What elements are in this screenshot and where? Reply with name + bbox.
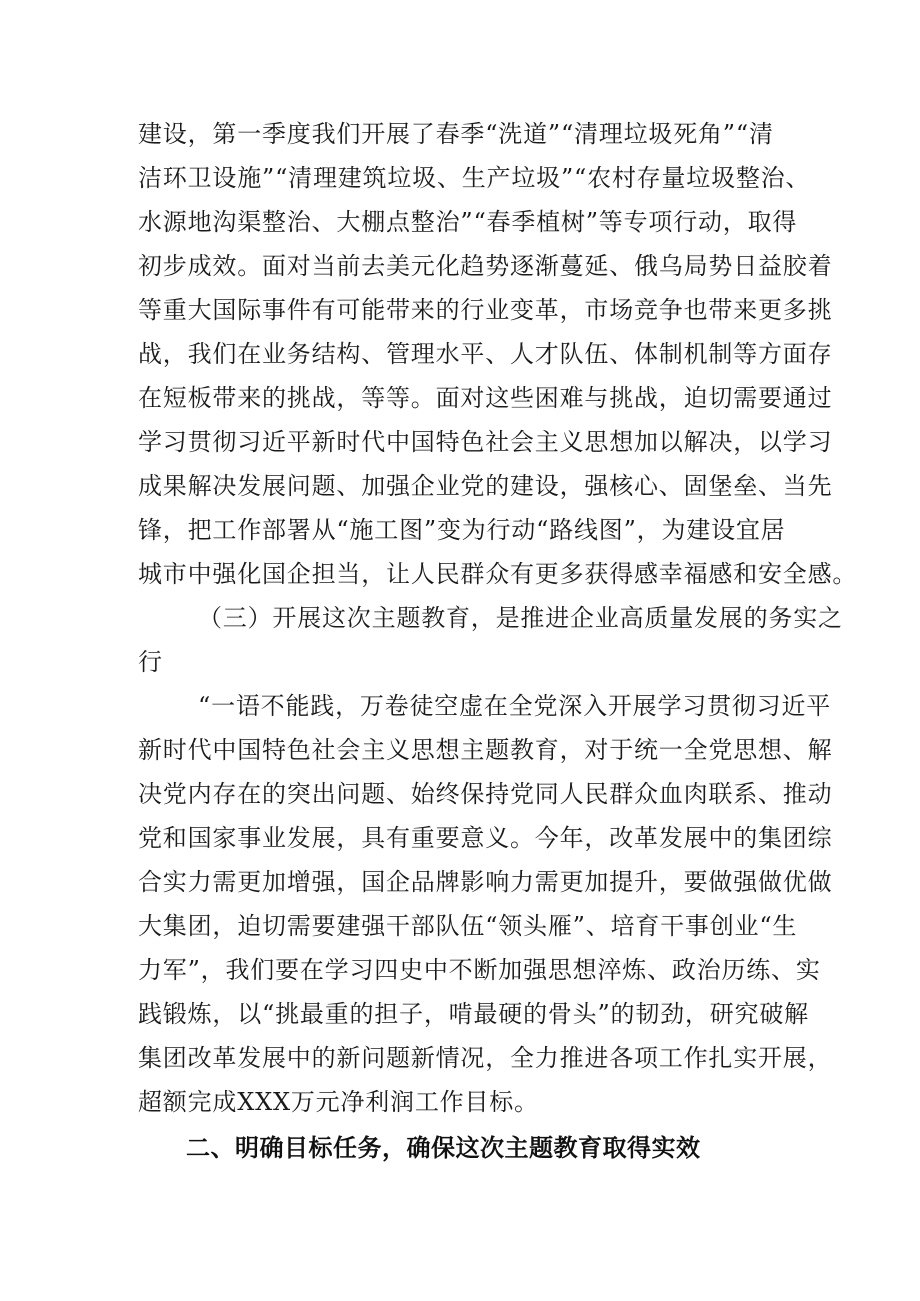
section-heading: 二、明确目标任务，确保这次主题教育取得实效	[186, 1134, 701, 1162]
body-text-line: 超额完成XXX万元净利润工作目标。	[138, 1088, 539, 1116]
body-text-line: “一语不能践，万卷徒空虚在全党深入开展学习贯彻习近平	[198, 692, 832, 720]
body-text-line: 学习贯彻习近平新时代中国特色社会主义思想加以解决，以学习	[138, 428, 833, 456]
body-text-line: 党和国家事业发展，具有重要意义。今年，改革发展中的集团综	[138, 824, 833, 852]
subsection-title-line: 行	[138, 648, 163, 676]
body-text-line: 锋，把工作部署从“施工图”变为行动“路线图”，为建设宜居	[138, 516, 786, 544]
body-text-line: 水源地沟渠整治、大棚点整治”“春季植树”等专项行动，取得	[138, 208, 798, 236]
body-text-line: 践锻炼，以“挑最重的担子，啃最硬的骨头”的韧劲，研究破解	[138, 1000, 809, 1028]
body-text-line: 集团改革发展中的新问题新情况，全力推进各项工作扎实开展，	[138, 1044, 833, 1072]
body-text-line: 决党内存在的突出问题、始终保持党同人民群众血肉联系、推动	[138, 780, 833, 808]
body-text-line: 等重大国际事件有可能带来的行业变革，市场竞争也带来更多挑	[138, 296, 833, 324]
body-text-line: 初步成效。面对当前去美元化趋势逐渐蔓延、俄乌局势日益胶着	[138, 252, 833, 280]
body-text-line: 在短板带来的挑战，等等。面对这些困难与挑战，迫切需要通过	[138, 384, 833, 412]
body-text-line: 力军”，我们要在学习四史中不断加强思想淬炼、政治历练、实	[138, 956, 821, 984]
body-text-line: 大集团，迫切需要建强干部队伍“领头雁”、培育干事创业“生	[138, 912, 798, 940]
body-text-line: 成果解决发展问题、加强企业党的建设，强核心、固堡垒、当先	[138, 472, 833, 500]
body-text-line: 合实力需更加增强，国企品牌影响力需更加提升，要做强做优做	[138, 868, 833, 896]
body-text-line: 战，我们在业务结构、管理水平、人才队伍、体制机制等方面存	[138, 340, 833, 368]
body-text-line: 洁环卫设施”“清理建筑垃圾、生产垃圾”“农村存量垃圾整治、	[138, 164, 811, 192]
body-text-line: 新时代中国特色社会主义思想主题教育，对于统一全党思想、解	[138, 736, 833, 764]
body-text-line: 城市中强化国企担当，让人民群众有更多获得感幸福感和安全感。	[138, 560, 858, 588]
subsection-title-line: （三）开展这次主题教育，是推进企业高质量发展的务实之	[198, 604, 843, 632]
body-text-line: 建设，第一季度我们开展了春季“洗道”“清理垃圾死角”“清	[138, 120, 774, 148]
